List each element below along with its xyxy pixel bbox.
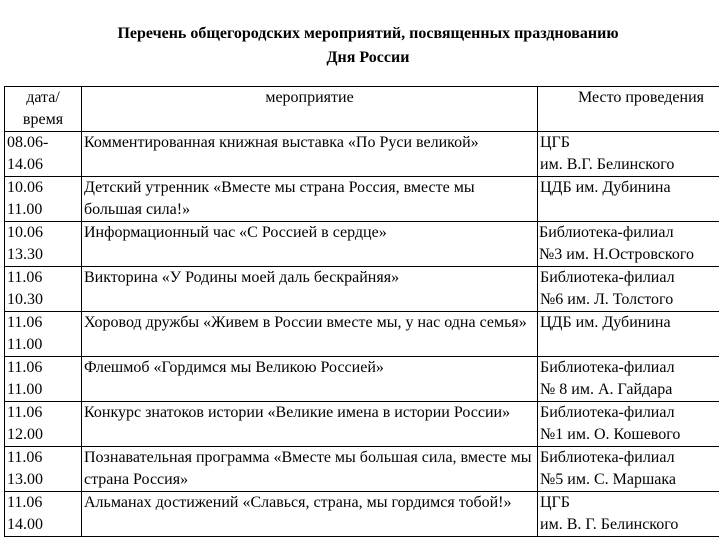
place-line-1: ЦГБ xyxy=(540,132,719,154)
date-value: 10.06 xyxy=(7,177,79,199)
table-row xyxy=(5,177,719,222)
date-value: 11.06 xyxy=(7,447,79,469)
place-cell xyxy=(538,492,719,537)
date-cell xyxy=(5,447,82,492)
table-row xyxy=(5,312,719,357)
place-line-2: №3 им. Н.Островского xyxy=(539,244,719,266)
time-value: 13.30 xyxy=(7,244,79,266)
event-cell: Конкурс знатоков истории «Великие имена в истории России» xyxy=(82,402,538,447)
event-cell: Флешмоб «Гордимся мы Великою Россией» xyxy=(82,357,538,402)
place-cell xyxy=(538,357,719,402)
place-line-2: №5 им. С. Маршака xyxy=(540,469,719,491)
date-cell xyxy=(5,402,82,447)
place-line-1: Библиотека-филиал xyxy=(539,222,719,244)
place-line-1: Библиотека-филиал xyxy=(540,447,719,469)
time-value: 11.00 xyxy=(7,199,79,221)
place-cell xyxy=(538,177,719,222)
table-header-row xyxy=(5,87,719,132)
place-line-1: ЦДБ им. Дубинина xyxy=(540,312,719,334)
document-title xyxy=(0,22,719,70)
time-value: 10.30 xyxy=(7,289,79,311)
place-line-2: им. В. Г. Белинского xyxy=(540,514,719,536)
time-value: 11.00 xyxy=(7,379,79,401)
place-line-1: ЦДБ им. Дубинина xyxy=(540,177,719,199)
event-cell: Информационный час «С Россией в сердце» xyxy=(82,222,538,267)
event-cell: Альманах достижений «Славься, страна, мы гордимся тобой!» xyxy=(82,492,538,537)
table-row xyxy=(5,222,719,267)
header-date-label: дата/ xyxy=(7,87,79,109)
event-cell: Детский утренник «Вместе мы страна Россия, вместе мы большая сила!» xyxy=(82,177,538,222)
date-value: 11.06 xyxy=(7,267,79,289)
place-cell xyxy=(538,132,719,177)
table-row xyxy=(5,267,719,312)
event-cell: Викторина «У Родины моей даль бескрайняя» xyxy=(82,267,538,312)
events-table xyxy=(4,86,719,537)
place-line-2: № 8 им. А. Гайдара xyxy=(540,379,719,401)
time-value: 14.00 xyxy=(7,514,79,536)
place-cell xyxy=(538,267,719,312)
time-value: 13.00 xyxy=(7,469,79,491)
event-cell: Познавательная программа «Вместе мы большая сила, вместе мы страна Россия» xyxy=(82,447,538,492)
place-line-1: Библиотека-филиал xyxy=(540,267,719,289)
table-row xyxy=(5,447,719,492)
date-value: 11.06 xyxy=(7,312,79,334)
place-cell xyxy=(538,447,719,492)
place-line-2: им. В.Г. Белинского xyxy=(540,154,719,176)
date-value: 11.06 xyxy=(7,492,79,514)
time-value: 14.06 xyxy=(7,154,79,176)
place-line-1: Библиотека-филиал xyxy=(540,402,719,424)
date-value: 11.06 xyxy=(7,357,79,379)
event-cell: Комментированная книжная выставка «По Руси великой» xyxy=(82,132,538,177)
place-line-1: Библиотека-филиал xyxy=(540,357,719,379)
table-row xyxy=(5,357,719,402)
place-cell xyxy=(538,402,719,447)
date-cell xyxy=(5,132,82,177)
date-cell xyxy=(5,177,82,222)
header-event: мероприятие xyxy=(82,87,538,132)
place-line-2: №6 им. Л. Толстого xyxy=(540,289,719,311)
time-value: 11.00 xyxy=(7,334,79,356)
header-date-time xyxy=(5,87,82,132)
event-cell: Хоровод дружбы «Живем в России вместе мы, у нас одна семья» xyxy=(82,312,538,357)
date-value: 10.06 xyxy=(7,222,79,244)
date-cell xyxy=(5,357,82,402)
title-line-1: Перечень общегородских мероприятий, посвященных празднованию xyxy=(0,22,719,46)
header-place: Место проведения xyxy=(538,87,719,132)
header-time-label: время xyxy=(7,109,79,131)
title-line-2: Дня России xyxy=(0,46,719,70)
time-value: 12.00 xyxy=(7,424,79,446)
date-cell xyxy=(5,492,82,537)
date-value: 11.06 xyxy=(7,402,79,424)
date-value: 08.06- xyxy=(7,132,79,154)
place-line-2: №1 им. О. Кошевого xyxy=(540,424,719,446)
table-row xyxy=(5,132,719,177)
place-cell xyxy=(538,222,719,267)
date-cell xyxy=(5,222,82,267)
date-cell xyxy=(5,312,82,357)
place-line-1: ЦГБ xyxy=(540,492,719,514)
table-row xyxy=(5,492,719,537)
table-row xyxy=(5,402,719,447)
place-cell xyxy=(538,312,719,357)
date-cell xyxy=(5,267,82,312)
